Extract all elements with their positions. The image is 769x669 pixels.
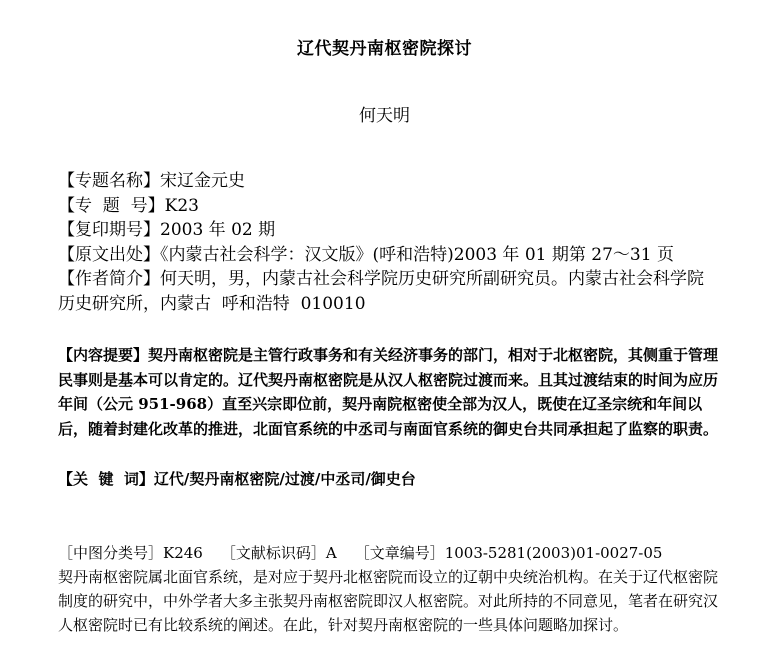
article-keywords bbox=[58, 467, 726, 492]
meta-issue bbox=[58, 218, 728, 243]
abstract-text: 契丹南枢密院是主管行政事务和有关经济事务的部门，相对于北枢密院，其侧重于管理民事则是基本可以肯定的。辽代契丹南枢密院是从汉人枢密院过渡而来。且其过渡结束的时间为应历年间（公元 951-968）直至兴宗即位前，契丹南院枢密使全部为汉人，既使在辽圣宗统和年间以后，随着封建化改革的推进，北面官系统的中丞司与南面官系统的御史台共同承担起了监察的职责。 bbox=[58, 346, 719, 438]
meta-code bbox=[58, 194, 728, 219]
meta-source-value: 《内蒙古社会科学：汉文版》(呼和浩特)2003 年 01 期第 27～31 页 bbox=[160, 244, 674, 265]
meta-code-value: K23 bbox=[164, 195, 199, 216]
document-code: ［文献标识码］A bbox=[220, 544, 337, 562]
meta-bio-label: 【作者简介】 bbox=[58, 269, 160, 289]
abstract-label: 【内容提要】 bbox=[58, 346, 149, 364]
meta-bio-value: 何天明，男，内蒙古社会科学院历史研究所副研究员。内蒙古社会科学院 历史研究所，内蒙古 呼和浩特 010010 bbox=[58, 269, 715, 314]
meta-code-label: 【专 题 号】 bbox=[58, 195, 165, 216]
keywords-text: 辽代/契丹南枢密院/过渡/中丞司/御史台 bbox=[153, 470, 416, 488]
meta-bio bbox=[58, 267, 728, 316]
meta-subject-value: 宋辽金元史 bbox=[160, 171, 245, 191]
article-number: ［文章编号］1003-5281(2003)01-0027-05 bbox=[354, 544, 663, 562]
article-metadata bbox=[58, 169, 728, 316]
article-author: 何天明 bbox=[359, 106, 410, 126]
meta-issue-label: 【复印期号】 bbox=[58, 220, 160, 240]
meta-subject bbox=[58, 169, 728, 194]
classification-line bbox=[58, 541, 738, 565]
meta-source bbox=[58, 243, 728, 268]
keywords-label: 【关 键 词】 bbox=[58, 470, 154, 488]
article-abstract bbox=[58, 343, 726, 441]
body-paragraph: 契丹南枢密院属北面官系统，是对应于契丹北枢密院而设立的辽朝中央统治机构。在关于辽代枢密院制度的研究中，中外学者大多主张契丹南枢密院即汉人枢密院。对此所持的不同意见，笔者在研究汉人枢密院时已有比较系统的阐述。在此，针对契丹南枢密院的一些具体问题略加探讨。 bbox=[58, 568, 719, 634]
article-title: 辽代契丹南枢密院探讨 bbox=[297, 39, 472, 59]
meta-source-label: 【原文出处】 bbox=[58, 244, 160, 265]
meta-issue-value: 2003 年 02 期 bbox=[160, 220, 276, 240]
clc-number: ［中图分类号］K246 bbox=[58, 544, 203, 562]
meta-subject-label: 【专题名称】 bbox=[58, 171, 160, 191]
